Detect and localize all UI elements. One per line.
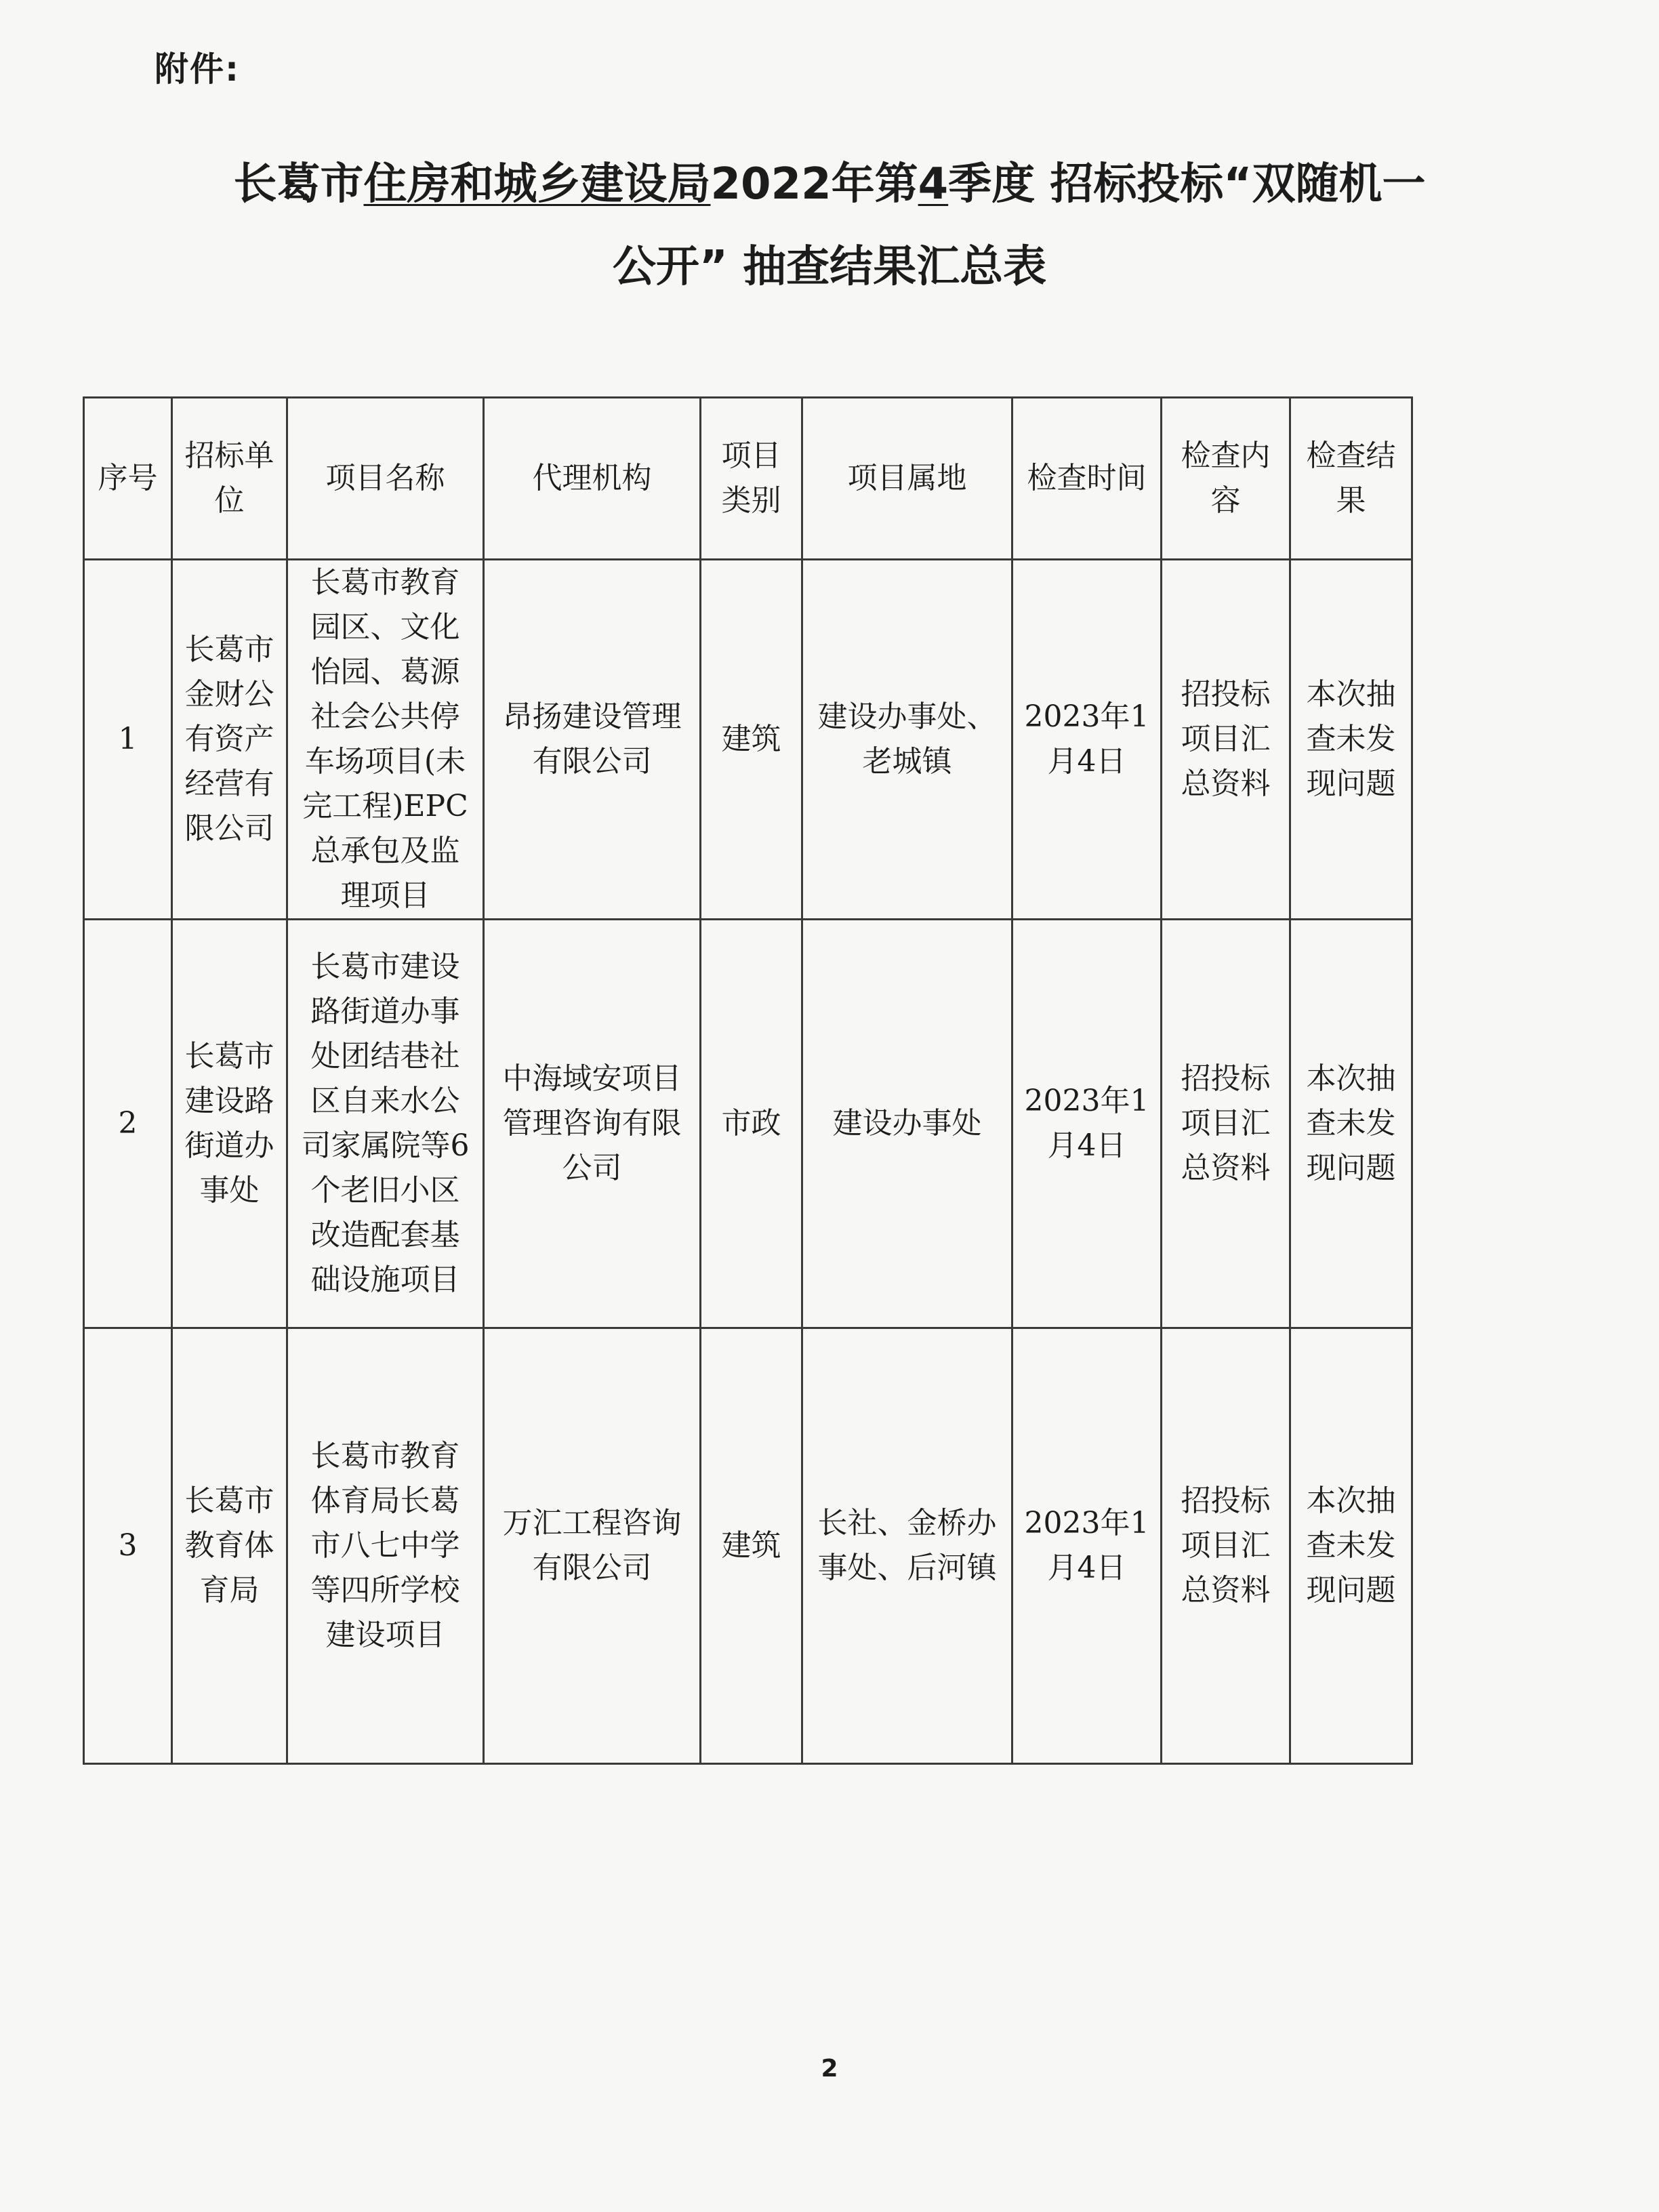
title-year: 2022年第 — [710, 159, 918, 209]
cell-unit: 长葛市教育体育局 — [172, 1328, 287, 1764]
cell-project: 长葛市教育园区、文化怡园、葛源社会公共停车场项目(未完工程)EPC总承包及监理项目 — [287, 560, 484, 920]
cell-time: 2023年1月4日 — [1012, 920, 1162, 1328]
cell-agency: 中海域安项目管理咨询有限公司 — [484, 920, 701, 1328]
cell-category: 建筑 — [701, 560, 802, 920]
table-row — [84, 560, 1412, 920]
cell-location: 长社、金桥办事处、后河镇 — [802, 1328, 1012, 1764]
table-row — [84, 920, 1412, 1328]
title-bureau: 住房和城乡建设局 — [363, 159, 711, 209]
table-row — [84, 1328, 1412, 1764]
cell-seq: 2 — [84, 920, 172, 1328]
header-project: 项目名称 — [287, 398, 484, 560]
cell-result: 本次抽查未发现问题 — [1290, 560, 1412, 920]
header-seq: 序号 — [84, 398, 172, 560]
header-agency: 代理机构 — [484, 398, 701, 560]
cell-unit: 长葛市建设路街道办事处 — [172, 920, 287, 1328]
title-quarter: 4 — [918, 159, 949, 209]
title-subject: 季度 招标投标“双随机一 — [948, 159, 1426, 209]
table-header-row — [84, 398, 1412, 560]
cell-content: 招投标项目汇总资料 — [1162, 1328, 1290, 1764]
cell-content: 招投标项目汇总资料 — [1162, 560, 1290, 920]
cell-category: 建筑 — [701, 1328, 802, 1764]
header-unit: 招标单位 — [172, 398, 287, 560]
title-city: 长葛市 — [233, 159, 364, 209]
cell-agency: 万汇工程咨询有限公司 — [484, 1328, 701, 1764]
cell-project: 长葛市教育体育局长葛市八七中学等四所学校建设项目 — [287, 1328, 484, 1764]
cell-agency: 昂扬建设管理有限公司 — [484, 560, 701, 920]
header-content: 检查内容 — [1162, 398, 1290, 560]
inspection-summary-table — [83, 396, 1413, 1765]
page-number: 2 — [821, 2055, 838, 2083]
cell-time: 2023年1月4日 — [1012, 560, 1162, 920]
cell-seq: 1 — [84, 560, 172, 920]
cell-time: 2023年1月4日 — [1012, 1328, 1162, 1764]
document-title-line-2: 公开” 抽查结果汇总表 — [612, 242, 1047, 292]
header-category: 项目类别 — [701, 398, 802, 560]
cell-location: 建设办事处、老城镇 — [802, 560, 1012, 920]
cell-result: 本次抽查未发现问题 — [1290, 920, 1412, 1328]
cell-category: 市政 — [701, 920, 802, 1328]
cell-unit: 长葛市金财公有资产经营有限公司 — [172, 560, 287, 920]
cell-seq: 3 — [84, 1328, 172, 1764]
cell-content: 招投标项目汇总资料 — [1162, 920, 1290, 1328]
document-title-line-1 — [0, 159, 1659, 209]
attachment-label: 附件: — [155, 49, 240, 89]
cell-location: 建设办事处 — [802, 920, 1012, 1328]
header-result: 检查结果 — [1290, 398, 1412, 560]
cell-result: 本次抽查未发现问题 — [1290, 1328, 1412, 1764]
header-time: 检查时间 — [1012, 398, 1162, 560]
cell-project: 长葛市建设路街道办事处团结巷社区自来水公司家属院等6个老旧小区改造配套基础设施项目 — [287, 920, 484, 1328]
header-location: 项目属地 — [802, 398, 1012, 560]
